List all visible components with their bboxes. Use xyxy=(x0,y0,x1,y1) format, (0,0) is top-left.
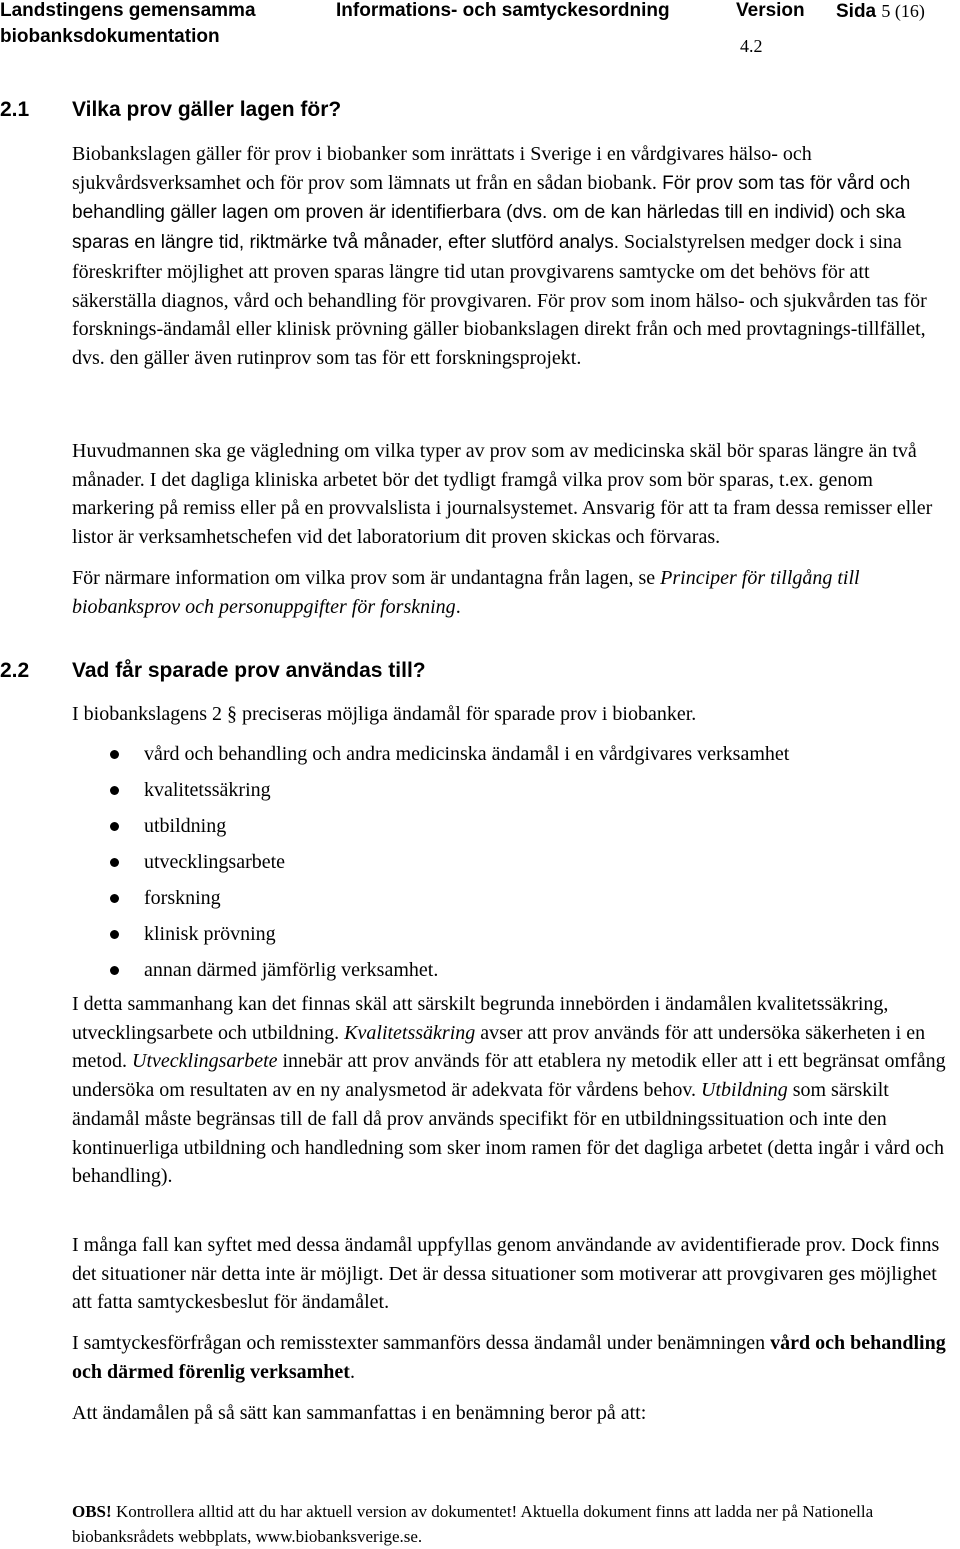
term-education: Utbildning xyxy=(701,1079,788,1102)
bullet-icon xyxy=(110,966,119,975)
header-page-label: Sida xyxy=(836,1,877,22)
list-item: kvalitetssäkring xyxy=(72,776,789,812)
more-info-end: . xyxy=(455,595,461,618)
bullet-icon xyxy=(110,858,119,867)
footer-obs: OBS! xyxy=(72,1502,112,1521)
paragraph-scope-part-sans: För prov som tas för vård och behandling gäller lagen om proven är identifierbara (dvs. om de kan härledas till en individ) och ska sparas en längre tid, riktmärke två månader, efter slutförd analys. xyxy=(72,172,911,254)
more-info-reference: Principer för tillgång till biobanksprov och personuppgifter för forskning xyxy=(72,567,860,618)
list-item: annan därmed jämförlig verksamhet. xyxy=(72,956,789,992)
section-title: Vad får sparade prov användas till? xyxy=(72,659,426,682)
header-version-number: 4.2 xyxy=(740,36,763,56)
header-version-label: Version xyxy=(736,0,805,21)
bullet-icon xyxy=(110,822,119,831)
term-quality-assurance: Kvalitetssäkring xyxy=(344,1021,476,1044)
list-item: vård och behandling och andra medicinska ändamål i en vårdgivares verksamhet xyxy=(72,740,789,776)
section-number: 2.2 xyxy=(0,659,30,682)
more-info-text: För närmare information om vilka prov som är undantagna från lagen, se xyxy=(72,567,661,589)
bullet-icon xyxy=(110,930,119,939)
list-item: utbildning xyxy=(72,812,789,848)
bullet-icon xyxy=(110,786,119,795)
purpose-list xyxy=(72,740,789,992)
paragraph-more-info xyxy=(72,564,958,621)
paragraph-scope-part-a: Biobankslagen gäller för prov i biobanker som inrättats i Sverige i en vårdgivares hälso- och sjukvårdsverksamhet och för prov som lämnats ut från en sådan biobank. xyxy=(72,143,812,194)
paragraph-purposes-intro: I biobankslagens 2 § preciseras möjliga ändamål för sparade prov i biobanker. xyxy=(72,703,697,725)
paragraph-summary-lead: Att ändamålen på så sätt kan sammanfattas i en benämning beror på att: xyxy=(72,1402,647,1424)
consent-purpose-name: vård och behandling och därmed förenlig verksamhet xyxy=(72,1332,946,1383)
section-heading-2-1 xyxy=(0,98,341,122)
header-organization xyxy=(0,0,256,50)
paragraph-consent-naming: I samtyckesförfrågan och remisstexter sammanförs dessa ändamål under benämningen vård och behandling och därmed förenlig verksamhet. xyxy=(72,1332,946,1383)
header-doc-title: Informations- och samtyckesordning xyxy=(336,0,670,21)
bullet-icon xyxy=(110,894,119,903)
paragraph-purpose-definitions: I detta sammanhang kan det finnas skäl att särskilt begrunda innebörden i ändamålen kvalitetssäkring, utvecklingsarbete och utbildning. Kvalitetssäkring avser att prov används för att undersöka säkerheten i en metod. Utvecklingsarbete innebär att prov används för att etablera ny metodik eller att i ett begränsat omfång undersöka om resultaten av en ny analysmetod är adekvata för vårdens behov. Utbildning som särskilt ändamål måste begränsas till de fall då prov används specifikt för en utbildningssituation och inte den kontinuerliga utbildning och handledning som sker inom ramen för det dagliga arbetet (detta ingår i vård och behandling). xyxy=(72,993,946,1188)
footer-notice xyxy=(72,1499,952,1549)
list-item: utvecklingsarbete xyxy=(72,848,789,884)
header-page-number: 5 (16) xyxy=(881,1,925,21)
header-page xyxy=(836,0,925,25)
header-org-line1: Landstingens gemensamma xyxy=(0,0,256,21)
list-item: klinisk prövning xyxy=(72,920,789,956)
paragraph-scope xyxy=(72,140,958,373)
section-number: 2.1 xyxy=(0,98,30,121)
header-org-line2: biobanksdokumentation xyxy=(0,26,220,47)
paragraph-anonymized-samples: I många fall kan syftet med dessa ändamål uppfyllas genom användande av avidentifierade prov. Dock finns det situationer när detta inte är möjligt. Det är dessa situationer som motiverar att provgivaren ges möjlighet att fatta samtyckesbeslut för ändamålet. xyxy=(72,1234,940,1314)
paragraph-guidance: Huvudmannen ska ge vägledning om vilka typer av prov som av medicinska skäl bör sparas längre än två månader. I det dagliga kliniska arbetet bör det tydligt framgå vilka prov som bör sparas, t.ex. genom markering på remiss eller på en provvalslista i journalsystemet. Ansvarig för att ta fram dessa remisser eller listor är verksamhetschefen vid det laboratorium dit proven skickas och förvaras. xyxy=(72,440,933,549)
paragraph-scope-part-b: Socialstyrelsen medger dock i sina föreskrifter möjlighet att proven sparas längre tid utan provgivarens samtycke om det behövs för att säkerställa diagnos, vård och behandling för provgivaren. För prov som inom hälso- och sjukvården tas för forsknings-ändamål eller klinisk prövning gäller biobankslagen direkt från och med provtagnings-tillfället, dvs. den gäller även rutinprov som tas för ett forskningsprojekt. xyxy=(72,231,927,369)
footer-text: Kontrollera alltid att du har aktuell version av dokumentet! Aktuella dokument finns att ladda ner på Nationella biobanksrådets webbplats, www.biobanksverige.se. xyxy=(72,1502,874,1546)
bullet-icon xyxy=(110,750,119,759)
term-development-work: Utvecklingsarbete xyxy=(132,1050,278,1073)
list-item: forskning xyxy=(72,884,789,920)
section-heading-2-2 xyxy=(0,659,426,683)
section-title: Vilka prov gäller lagen för? xyxy=(72,98,342,121)
